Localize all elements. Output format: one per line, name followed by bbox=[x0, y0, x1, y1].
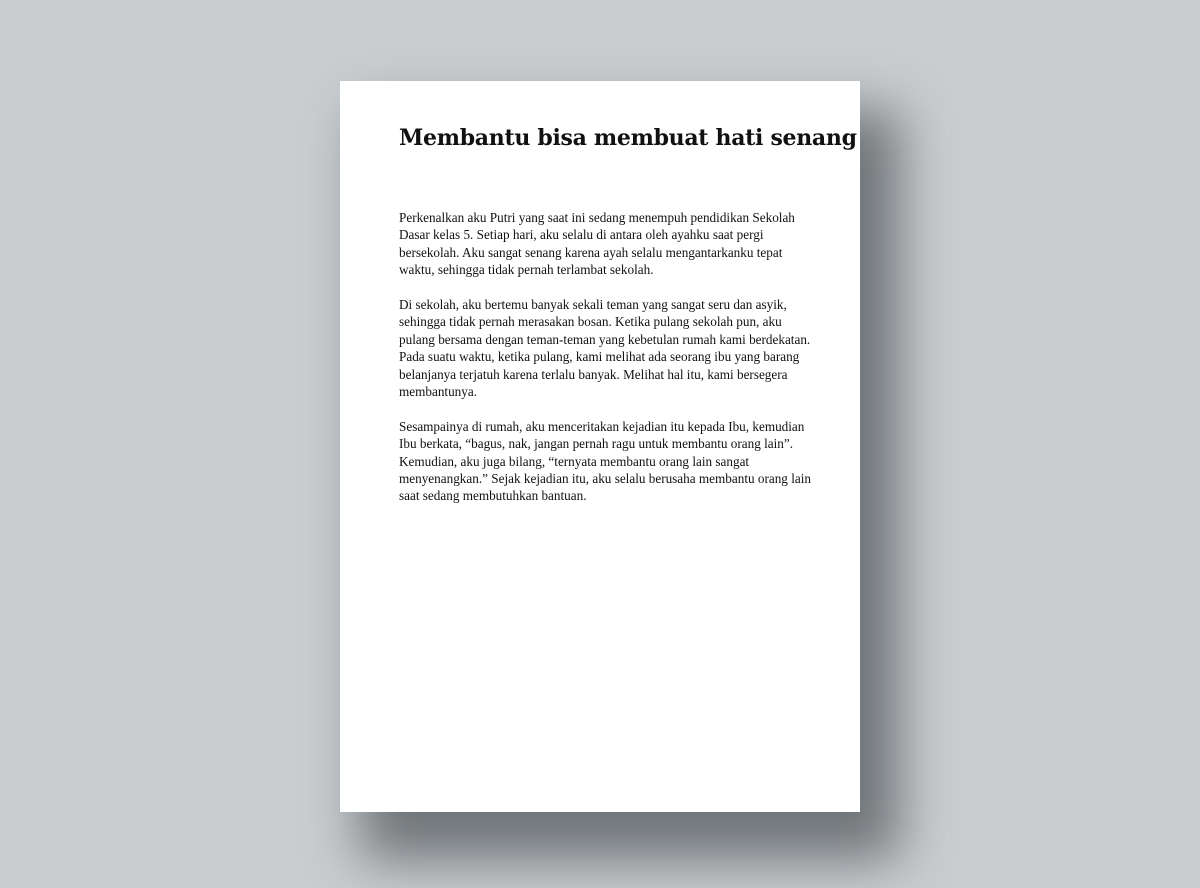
document-page bbox=[340, 81, 860, 812]
document-title: Membantu bisa membuat hati senang bbox=[399, 125, 857, 151]
paragraph-2: Di sekolah, aku bertemu banyak sekali teman yang sangat seru dan asyik, sehingga tidak pernah merasakan bosan. Ketika pulang sekolah pun, aku pulang bersama dengan teman-teman yang kebetulan rumah kami berdekatan. Pada suatu waktu, ketika pulang, kami melihat ada seorang ibu yang barang belanjanya terjatuh karena terlalu banyak. Melihat hal itu, kami bersegera membantunya. bbox=[399, 297, 811, 400]
paragraph-1: Perkenalkan aku Putri yang saat ini sedang menempuh pendidikan Sekolah Dasar kelas 5. Setiap hari, aku selalu di antara oleh ayahku saat pergi bersekolah. Aku sangat senang karena ayah selalu mengantarkanku tepat waktu, sehingga tidak pernah terlambat sekolah. bbox=[399, 210, 795, 278]
paragraph-3: Sesampainya di rumah, aku menceritakan kejadian itu kepada Ibu, kemudian Ibu berkata, “bagus, nak, jangan pernah ragu untuk membantu orang lain”. Kemudian, aku juga bilang, “ternyata membantu orang lain sangat menyenangkan.” Sejak kejadian itu, aku selalu berusaha membantu orang lain saat sedang membutuhkan bantuan. bbox=[399, 418, 811, 504]
document-body bbox=[399, 209, 812, 522]
